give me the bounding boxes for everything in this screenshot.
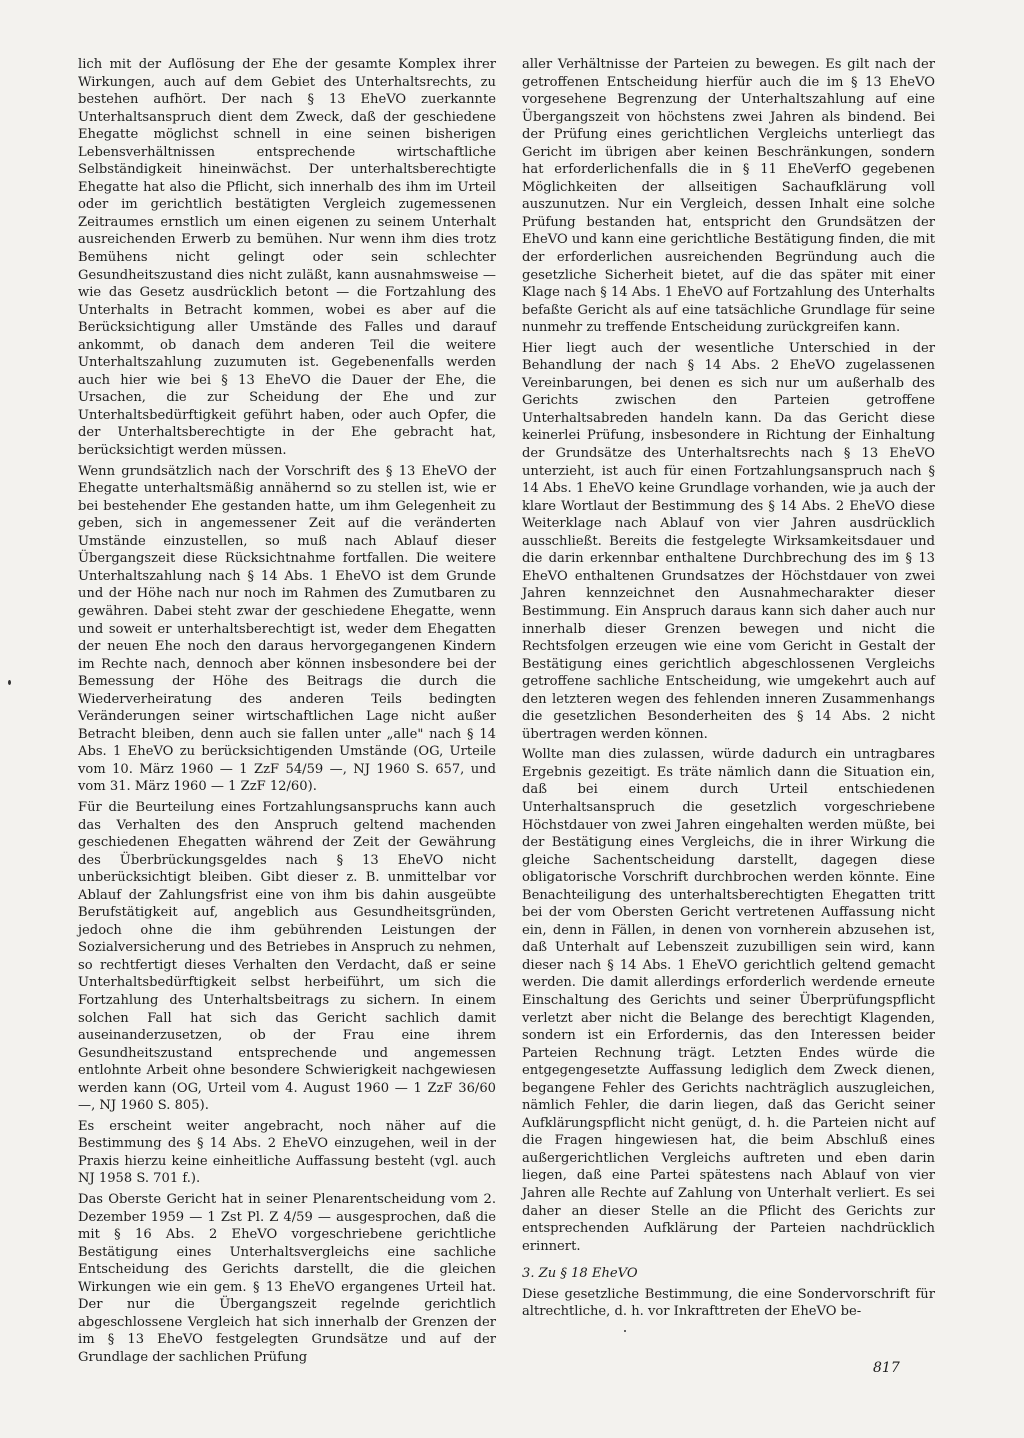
paragraph: Es erscheint weiter angebracht, noch näher auf die Bestimmung des § 14 Abs. 2 EheVO einzugehen, weil in der Praxis hierzu keine einheitliche Auffassung besteht (vgl. auch NJ 1958 S. 701 f.). <box>78 1118 496 1187</box>
scan-speck <box>8 680 11 685</box>
paragraph: Für die Beurteilung eines Fortzahlungsanspruchs kann auch das Verhalten des den Anspruch geltend machenden geschiedenen Ehegatten während der Zeit der Gewährung des Überbrückungsgeldes nach § 13 EheVO nicht unberücksichtigt bleiben. Gibt dieser z. B. unmittelbar vor Ablauf der Zahlungsfrist eine von ihm bis dahin ausgeübte Berufstätigkeit auf, angeblich aus Gesundheitsgründen, jedoch ohne die ihm gebührenden Leistungen der Sozialversicherung und des Betriebes in Anspruch zu nehmen, so rechtfertigt dieses Verhalten den Verdacht, daß er seine Unterhaltsbedürftigkeit selbst herbeiführt, um sich die Fortzahlung des Unterhaltsbeitrags zu sichern. In einem solchen Fall hat sich das Gericht sachlich damit auseinanderzusetzen, ob der Frau eine ihrem Gesundheitszustand entsprechende und angemessen entlohnte Arbeit ohne besondere Schwierigkeit nachgewiesen werden kann (OG, Urteil vom 4. August 1960 — 1 ZzF 36/60 —, NJ 1960 S. 805). <box>78 799 496 1114</box>
right-column <box>522 56 935 1324</box>
paragraph: Wollte man dies zulassen, würde dadurch ein untragbares Ergebnis gezeitigt. Es träte nämlich dann die Situation ein, daß bei einem durch Urteil entschiedenen Unterhaltsanspruch die gesetzlich vorgeschriebene Höchstdauer von zwei Jahren eingehalten werden müßte, bei der Bestätigung eines Vergleichs, die in ihrer Wirkung die gleiche Sachentscheidung darstellt, dagegen diese obligatorische Vorschrift durchbrochen werden könnte. Eine Benachteiligung des unterhaltsberechtigten Ehegatten tritt bei der vom Obersten Gericht vertretenen Auffassung nicht ein, denn in Fällen, in denen von vornherein abzusehen ist, daß Unterhalt auf Lebenszeit zuzubilligen sein wird, kann dieser nach § 14 Abs. 1 EheVO gerichtlich geltend gemacht werden. Die damit allerdings erforderlich werdende erneute Einschaltung des Gerichts und seiner Überprüfungspflicht verletzt aber nicht die Belange des berechtigt Klagenden, sondern ist ein Erfordernis, das den Interessen beider Parteien Rechnung trägt. Letzten Endes würde die entgegengesetzte Auffassung lediglich dem Zweck dienen, begangene Fehler des Gerichts nachträglich auszugleichen, nämlich Fehler, die darin liegen, daß das Gericht seiner Aufklärungspflicht nicht genügt, d. h. die Parteien nicht auf die Fragen hingewiesen hat, die beim Abschluß eines außergerichtlichen Vergleichs auftreten und eben darin liegen, daß eine Partei spätestens nach Ablauf von vier Jahren alle Rechte auf Zahlung von Unterhalt verliert. Es sei daher an dieser Stelle an die Pflicht des Gerichts zur entsprechenden Aufklärung der Parteien nachdrücklich erinnert. <box>522 747 935 1254</box>
paragraph: lich mit der Auflösung der Ehe der gesamte Komplex ihrer Wirkungen, auch auf dem Gebiet des Unterhaltsrechts, zu bestehen aufhört. Der nach § 13 EheVO zuerkannte Unterhaltsanspruch dient dem Zweck, daß der geschiedene Ehegatte möglichst schnell in eine seinen bisherigen Lebensverhältnissen entsprechende wirtschaftliche Selbständigkeit hineinwächst. Der unterhaltsberechtigte Ehegatte hat also die Pflicht, sich innerhalb des ihm im Urteil oder im gerichtlich bestätigten Vergleich zugemessenen Zeitraumes ernstlich um einen eigenen zu seinem Unterhalt ausreichenden Erwerb zu bemühen. Nur wenn ihm dies trotz Bemühens nicht gelingt oder sein schlechter Gesundheitszustand dies nicht zuläßt, kann ausnahmsweise — wie das Gesetz ausdrücklich betont — die Fortzahlung des Unterhalts in Betracht kommen, wobei es aber auf die Berücksichtigung aller Umstände des Falles und darauf ankommt, ob danach dem anderen Teil die weitere Unterhaltszahlung zuzumuten ist. Gegebenenfalls werden auch hier wie bei § 13 EheVO die Dauer der Ehe, die Ursachen, die zur Scheidung der Ehe und zur Unterhaltsbedürftigkeit geführt haben, oder auch Opfer, die der Unterhaltsberechtigte in der Ehe gebracht hat, berücksichtigt werden müssen. <box>78 57 496 459</box>
left-column <box>78 56 496 1369</box>
paragraph: aller Verhältnisse der Parteien zu bewegen. Es gilt nach der getroffenen Entscheidung hierfür auch die im § 13 EheVO vorgesehene Begrenzung der Unterhaltszahlung auf eine Übergangszeit von höchstens zwei Jahren als bindend. Bei der Prüfung eines gerichtlichen Vergleichs unterliegt das Gericht im übrigen aber keinen Beschränkungen, sondern hat erforderlichenfalls die in § 11 EheVerfO gegebenen Möglichkeiten der allseitigen Sachaufklärung voll auszunutzen. Nur ein Vergleich, dessen Inhalt eine solche Prüfung bestanden hat, entspricht den Grundsätzen der EheVO und kann eine gerichtliche Bestätigung finden, die mit der erforderlichen ausreichenden Begründung auch die gesetzliche Sicherheit bietet, auf die das später mit einer Klage nach § 14 Abs. 1 EheVO auf Fortzahlung des Unterhalts befaßte Gericht als auf eine tatsächliche Grundlage für seine nunmehr zu treffende Entscheidung zurückgreifen kann. <box>522 57 935 336</box>
paragraph: Wenn grundsätzlich nach der Vorschrift des § 13 EheVO der Ehegatte unterhaltsmäßig annähernd so zu stellen ist, wie er bei bestehender Ehe gestanden hatte, um ihm Gelegenheit zu geben, sich in angemessener Zeit auf die veränderten Umstände einzustellen, so muß nach Ablauf dieser Übergangszeit diese Rücksichtnahme fortfallen. Die weitere Unterhaltszahlung nach § 14 Abs. 1 EheVO ist dem Grunde und der Höhe nach nur noch im Rahmen des Zumutbaren zu gewähren. Dabei steht zwar der geschiedene Ehegatte, wenn und soweit er unterhaltsberechtigt ist, weder dem Ehegatten der neuen Ehe noch den daraus hervorgegangenen Kindern im Rechte nach, dennoch aber können insbesondere bei der Bemessung der Höhe des Beitrags die durch die Wiederverheiratung des anderen Teils bedingten Veränderungen seiner wirtschaftlichen Lage nicht außer Betracht bleiben, denn auch sie fallen unter „alle" nach § 14 Abs. 1 EheVO zu berücksichtigenden Umstände (OG, Urteile vom 10. März 1960 — 1 ZzF 54/59 —, NJ 1960 S. 657, und vom 31. März 1960 — 1 ZzF 12/60). <box>78 463 496 795</box>
scan-speck <box>624 1330 626 1332</box>
paragraph: Diese gesetzliche Bestimmung, die eine Sondervorschrift für altrechtliche, d. h. vor Inkrafttreten der EheVO be- <box>522 1286 935 1320</box>
section-heading: 3. Zu § 18 EheVO <box>522 1266 638 1282</box>
paragraph: Das Oberste Gericht hat in seiner Plenarentscheidung vom 2. Dezember 1959 — 1 Zst Pl. Z 4/59 — ausgesprochen, daß die mit § 16 Abs. 2 EheVO vorgeschriebene gerichtliche Bestätigung eines Unterhaltsvergleichs eine sachliche Entscheidung des Gerichts darstellt, die die gleichen Wirkungen wie ein gem. § 13 EheVO ergangenes Urteil hat. Der nur die Übergangszeit regelnde gerichtlich abgeschlossene Vergleich hat sich innerhalb der Grenzen der im § 13 EheVO festgelegten Grundsätze und auf der Grundlage der sachlichen Prüfung <box>78 1192 496 1365</box>
page-number: 817 <box>873 1360 900 1376</box>
paragraph: Hier liegt auch der wesentliche Unterschied in der Behandlung der nach § 14 Abs. 2 EheVO zugelassenen Vereinbarungen, bei denen es sich nur um außerhalb des Gerichts zwischen den Parteien getroffene Unterhaltsabreden handeln kann. Da das Gericht diese keinerlei Prüfung, insbesondere in Richtung der Einhaltung der Grundsätze des Unterhaltsrechts nach § 13 EheVO unterzieht, ist auch für einen Fortzahlungsanspruch nach § 14 Abs. 1 EheVO keine Grundlage vorhanden, wie ja auch der klare Wortlaut der Bestimmung des § 14 Abs. 2 EheVO diese Weiterklage nach Ablauf von vier Jahren ausdrücklich ausschließt. Bereits die festgelegte Wirksamkeitsdauer und die darin erkennbar enthaltene Durchbrechung des im § 13 EheVO enthaltenen Grundsatzes der Höchstdauer von zwei Jahren kennzeichnet den Ausnahmecharakter dieser Bestimmung. Ein Anspruch daraus kann sich daher auch nur innerhalb dieser Grenzen bewegen und nicht die Rechtsfolgen erzeugen wie eine vom Gericht in Gestalt der Bestätigung eines gerichtlich abgeschlossenen Vergleichs getroffene sachliche Entscheidung, wie umgekehrt auch auf den letzteren wegen des fehlenden inneren Zusammenhangs die gesetzlichen Besonderheiten des § 14 Abs. 2 nicht übertragen werden können. <box>522 340 935 742</box>
